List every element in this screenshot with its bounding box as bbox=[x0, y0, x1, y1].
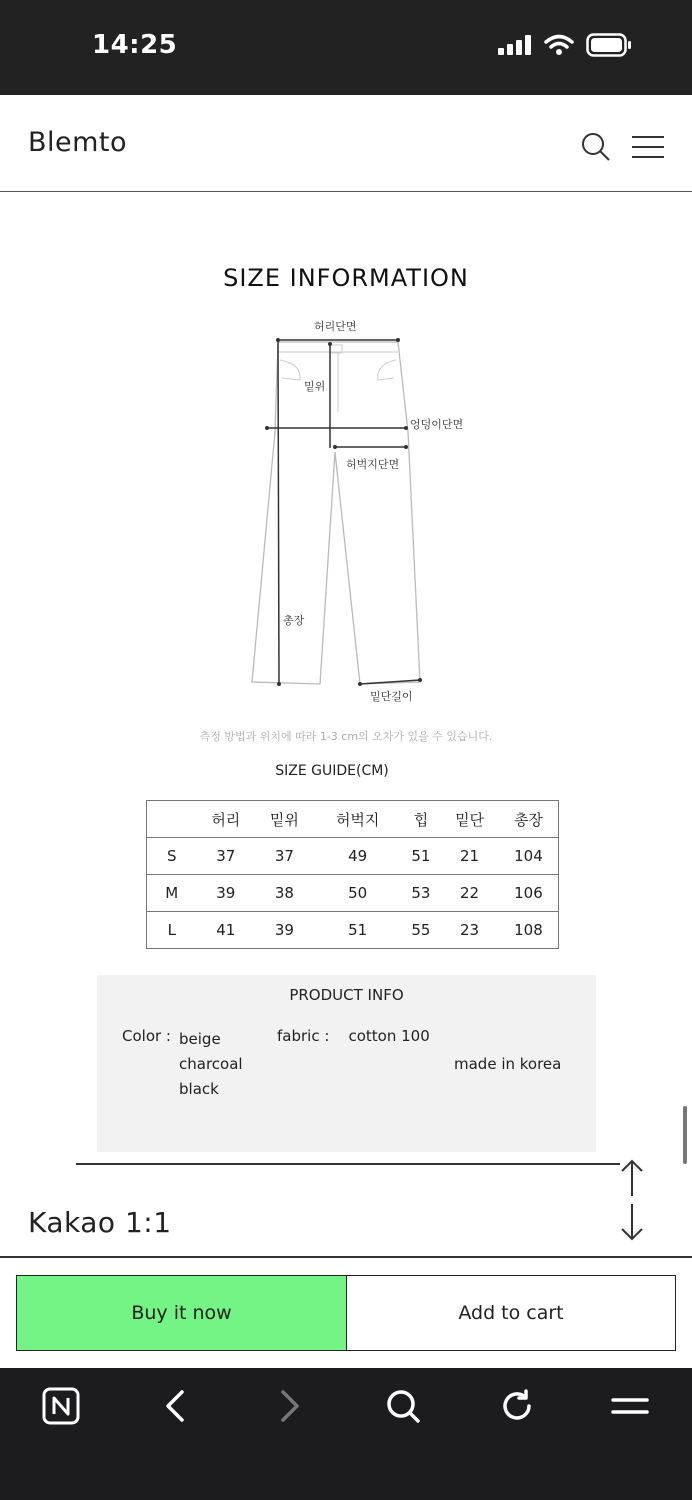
refresh-icon bbox=[499, 1388, 535, 1424]
browser-toolbar bbox=[0, 1368, 692, 1500]
size-guide-title: SIZE GUIDE(CM) bbox=[275, 763, 389, 779]
color-label: Color : bbox=[122, 1027, 171, 1045]
table-cell: 22 bbox=[440, 875, 499, 912]
brand-logo[interactable]: Blemto bbox=[28, 127, 128, 158]
table-cell: 108 bbox=[499, 912, 559, 949]
menu-icon bbox=[611, 1394, 649, 1418]
table-cell: 37 bbox=[216, 847, 236, 865]
hem-label: 밑단길이 bbox=[370, 690, 413, 703]
table-header-cell: 밑단 bbox=[440, 801, 499, 838]
status-time: 14:25 bbox=[92, 30, 178, 60]
rise-label: 밑위 bbox=[304, 380, 326, 393]
table-cell: L bbox=[147, 912, 197, 949]
wifi-icon bbox=[544, 34, 574, 56]
fabric-info: fabric : cotton 100 bbox=[277, 1027, 430, 1045]
signal-icon bbox=[498, 35, 532, 55]
table-cell: 50 bbox=[314, 875, 402, 912]
table-header-cell bbox=[147, 801, 197, 838]
kakao-chat-link[interactable]: Kakao 1:1 bbox=[28, 1206, 172, 1239]
pants-outline-icon bbox=[230, 312, 480, 712]
table-cell: 51 bbox=[314, 912, 402, 949]
measurement-note: 측정 방법과 위치에 따라 1-3 cm의 오차가 있을 수 있습니다. bbox=[199, 730, 493, 743]
table-cell: 21 bbox=[460, 847, 480, 865]
scrollbar-thumb[interactable] bbox=[683, 1106, 687, 1164]
table-row bbox=[147, 838, 559, 875]
product-info-title: PRODUCT INFO bbox=[289, 986, 404, 1004]
table-cell: M bbox=[147, 875, 197, 912]
table-row bbox=[147, 912, 559, 949]
origin-info: made in korea bbox=[454, 1055, 562, 1073]
table-cell: 39 bbox=[255, 912, 314, 949]
status-icons bbox=[498, 33, 632, 57]
chevron-left-icon bbox=[163, 1389, 187, 1423]
add-to-cart-button[interactable]: Add to cart bbox=[346, 1275, 676, 1351]
table-cell: 51 bbox=[411, 847, 431, 865]
table-cell: S bbox=[166, 847, 177, 865]
table-cell: 37 bbox=[274, 847, 294, 865]
scroll-bottom-arrow-icon[interactable] bbox=[620, 1202, 644, 1242]
battery-icon bbox=[586, 33, 632, 57]
table-header-cell: 힙 bbox=[402, 801, 441, 838]
waist-section-label: 허리단면 bbox=[314, 320, 357, 333]
back-button[interactable] bbox=[155, 1386, 195, 1426]
table-row bbox=[147, 875, 559, 912]
table-header-cell: 총장 bbox=[499, 801, 559, 838]
table-header-cell: 밑위 bbox=[255, 801, 314, 838]
naver-n-icon bbox=[42, 1387, 80, 1425]
browser-menu-button[interactable] bbox=[610, 1386, 650, 1426]
table-cell: 23 bbox=[440, 912, 499, 949]
site-header bbox=[0, 95, 692, 192]
table-cell: 55 bbox=[402, 912, 441, 949]
color-item: charcoal bbox=[179, 1055, 243, 1073]
hip-section-label: 엉덩이단면 bbox=[410, 418, 464, 431]
hamburger-icon bbox=[631, 134, 665, 160]
section-divider bbox=[76, 1163, 620, 1165]
table-cell: 39 bbox=[197, 875, 256, 912]
refresh-button[interactable] bbox=[497, 1386, 537, 1426]
size-information-title: SIZE INFORMATION bbox=[223, 264, 469, 292]
status-bar bbox=[0, 0, 692, 95]
color-item: beige bbox=[179, 1030, 221, 1048]
search-icon bbox=[385, 1388, 421, 1424]
color-list bbox=[179, 1027, 243, 1102]
naver-home-button[interactable] bbox=[41, 1386, 81, 1426]
thigh-section-label: 허벅지단면 bbox=[346, 458, 400, 471]
menu-button[interactable] bbox=[630, 129, 666, 165]
scroll-top-arrow-icon[interactable] bbox=[620, 1158, 644, 1198]
product-detail-content bbox=[0, 192, 692, 1258]
table-cell: 106 bbox=[499, 875, 559, 912]
total-length-label: 총장 bbox=[283, 614, 305, 627]
forward-button[interactable] bbox=[270, 1386, 310, 1426]
footer-divider bbox=[0, 1256, 692, 1258]
buy-now-button[interactable]: Buy it now bbox=[16, 1275, 347, 1351]
table-cell: 41 bbox=[197, 912, 256, 949]
table-header-row bbox=[147, 801, 559, 838]
chevron-right-icon bbox=[278, 1389, 302, 1423]
table-header-cell: 허벅지 bbox=[314, 801, 402, 838]
table-cell: 49 bbox=[348, 847, 368, 865]
search-button[interactable] bbox=[578, 129, 614, 165]
product-info-box bbox=[97, 975, 596, 1152]
table-cell: 38 bbox=[255, 875, 314, 912]
table-header-cell: 허리 bbox=[197, 801, 256, 838]
pants-measurement-diagram bbox=[230, 312, 480, 712]
table-cell: 53 bbox=[402, 875, 441, 912]
color-item: black bbox=[179, 1080, 219, 1098]
browser-search-button[interactable] bbox=[383, 1386, 423, 1426]
search-icon bbox=[581, 132, 611, 162]
table-cell: 104 bbox=[514, 847, 543, 865]
size-table bbox=[146, 800, 559, 949]
